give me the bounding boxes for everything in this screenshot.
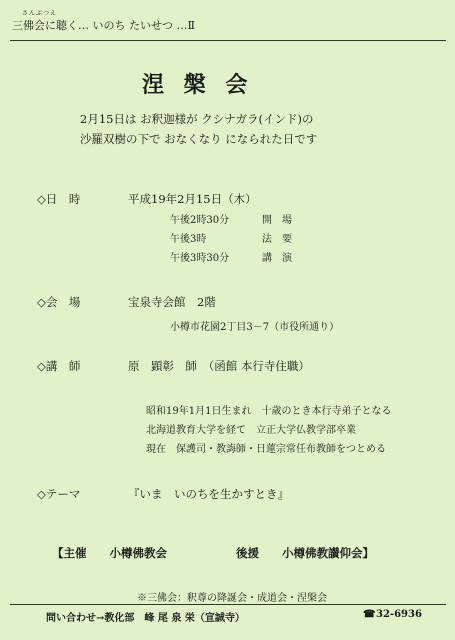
contact-phone: 32-6936 [376,609,422,620]
schedule-time: 午後3時 [170,234,207,245]
schedule-row [170,247,292,266]
organizer-host: 【主催 小樽佛教会 [52,546,167,560]
speaker-bio-line: 現在 保護司・教誨師・日蓮宗常任布教師をつとめる [146,444,386,455]
schedule-event: 法 要 [262,234,292,245]
venue-label: ◇会 場 [37,295,81,309]
venue-name: 宝泉寺会館 2階 [128,295,216,309]
schedule-time: 午後3時30分 [170,253,230,264]
schedule-time: 午後2時30分 [170,215,230,226]
schedule-row [170,209,292,228]
series-furigana: さんぶつえ [22,10,58,17]
intro-line-1: 2月15日は お釈迦様が クシナガラ(インド)の [80,112,314,126]
speaker-bio-line: 昭和19年1月1日生まれ 十歳のとき本行寺弟子となる [146,406,392,417]
speaker-name: 原 顕彰 師 （函館 本行寺住職） [128,359,310,373]
theme-text: 『いま いのちを生かすとき』 [128,487,289,501]
page-title: 涅 槃 会 [142,72,254,98]
bottom-divider [10,604,446,605]
schedule-event: 開 場 [262,215,292,226]
contact-info: 問い合わせ→教化部 峰 尾 泉 栄（宣誠寺） [46,613,245,624]
schedule-table [170,209,292,266]
theme-label: ◇テーマ [37,487,81,501]
telephone-icon: ☎ [363,609,376,620]
speaker-bio-line: 北海道教育大学を経て 立正大学仏教学部卒業 [146,425,356,436]
datetime-date: 平成19年2月15日（木） [128,192,257,206]
series-title: 三佛会に聴く… いのち たいせつ …Ⅱ [12,19,195,32]
datetime-label: ◇日 時 [37,192,81,206]
speaker-label: ◇講 師 [37,359,81,373]
top-divider [10,40,446,41]
intro-line-2: 沙羅双樹の下で おなくなり になられた日です [80,132,318,146]
footnote: ※三佛会：釈尊の降誕会・成道会・涅槃会 [137,593,327,604]
schedule-row [170,228,292,247]
venue-address: 小樽市花園2丁目3－7（市役所通り） [170,322,340,333]
schedule-event: 講 演 [262,253,292,264]
organizer-support: 後援 小樽佛教讃仰会】 [236,546,374,560]
